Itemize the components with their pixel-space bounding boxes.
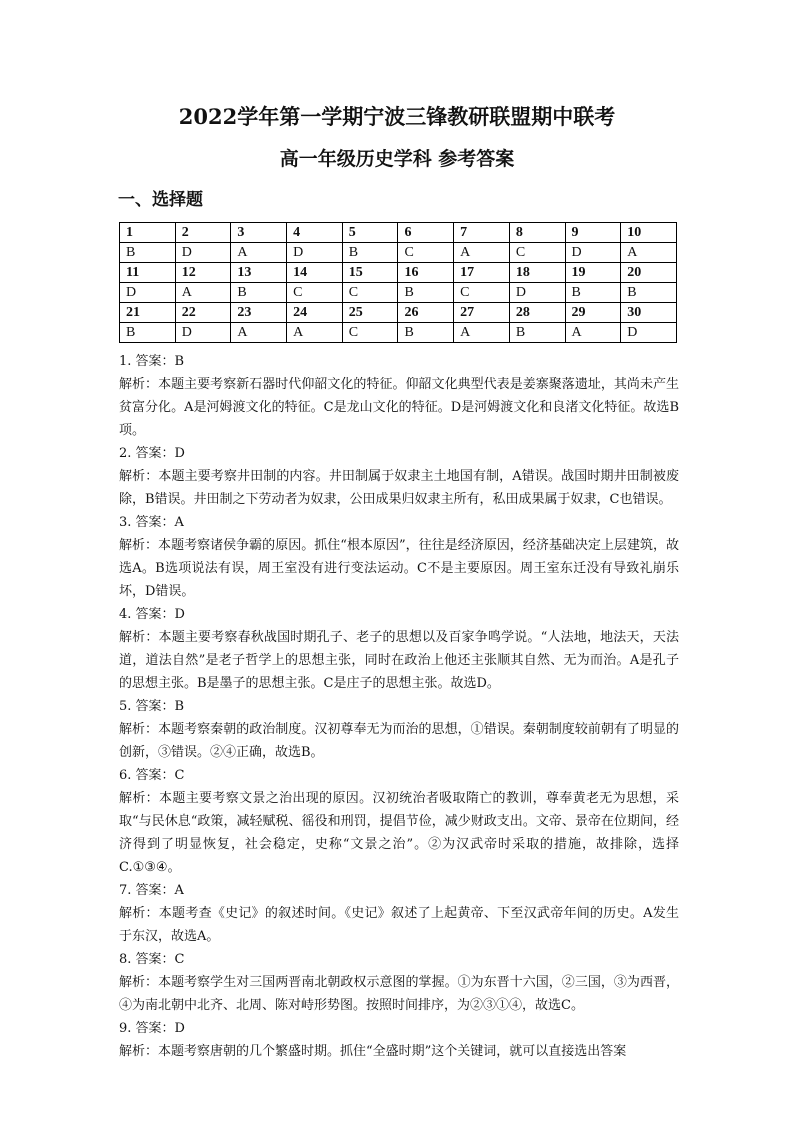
explanations [119, 350, 679, 1063]
answer-cell: C [509, 243, 565, 263]
question-number-cell: 3 [231, 223, 287, 243]
explanation-text: 解析：本题考察唐朝的几个繁盛时期。抓住“全盛时期”这个关键词，就可以直接选出答案 [119, 1044, 627, 1059]
question-number-cell: 21 [120, 303, 176, 323]
answer-cell: D [565, 243, 621, 263]
question-number-cell: 15 [342, 263, 398, 283]
answer-cell: B [120, 243, 176, 263]
question-number-cell: 29 [565, 303, 621, 323]
question-number-cell: 28 [509, 303, 565, 323]
answer-cell: D [175, 243, 231, 263]
answer-cell: B [231, 283, 287, 303]
document-title: 2022学年第一学期宁波三锋教研联盟期中联考 [178, 104, 616, 129]
explanation-text: 解析：本题主要考察文景之治出现的原因。汉初统治者吸取隋亡的教训，尊奉黄老无为思想，采取“与民休息“政策，减轻赋税、徭役和刑罚，提倡节俭，减少财政支出。文帝、景帝在位期间，经济得到了明显恢复，社会稳定，史称“文景之治”。②为汉武帝时采取的措施，故排除，选择 C.①③④。 [119, 791, 679, 875]
answer-cell: C [287, 283, 343, 303]
question-number-cell: 8 [509, 223, 565, 243]
answer-cell: A [621, 243, 677, 263]
explanation-text: 解析：本题主要考察春秋战国时期孔子、老子的思想以及百家争鸣学说。“人法地，地法天，天法道，道法自然”是老子哲学上的思想主张，同时在政治上他还主张顺其自然、无为而治。A是孔子的思想主张。B是墨子的思想主张。C是庄子的思想主张。故选D。 [119, 630, 679, 691]
question-number-cell: 26 [398, 303, 454, 323]
answer-line: 5. 答案：B [119, 699, 185, 714]
question-number-cell: 24 [287, 303, 343, 323]
document-subtitle: 高一年级历史学科 参考答案 [279, 148, 515, 170]
question-number-cell: 4 [287, 223, 343, 243]
question-number-cell: 16 [398, 263, 454, 283]
question-number-cell: 20 [621, 263, 677, 283]
question-number-cell: 9 [565, 223, 621, 243]
section-heading: 一、选择题 [118, 190, 203, 210]
answer-cell: A [287, 323, 343, 343]
answer-cell: A [454, 243, 510, 263]
answer-cell: B [565, 283, 621, 303]
answer-cell: A [565, 323, 621, 343]
question-number-cell: 10 [621, 223, 677, 243]
question-number-cell: 17 [454, 263, 510, 283]
answer-cell: D [287, 243, 343, 263]
answer-line: 9. 答案：D [119, 1021, 185, 1036]
answer-line: 2. 答案：D [119, 446, 185, 461]
explanation-text: 解析：本题考察学生对三国两晋南北朝政权示意图的掌握。①为东晋十六国，②三国，③为西晋，④为南北朝中北齐、北周、陈对峙形势图。按照时间排序，为②③①④，故选C。 [119, 975, 679, 1013]
question-number-cell: 12 [175, 263, 231, 283]
question-number-cell: 13 [231, 263, 287, 283]
answer-line: 1. 答案：B [119, 354, 185, 369]
question-number-cell: 2 [175, 223, 231, 243]
question-number-cell: 23 [231, 303, 287, 323]
answer-line: 7. 答案：A [119, 883, 184, 898]
question-number-row [120, 303, 677, 323]
explanation-text: 解析：本题主要考察新石器时代仰韶文化的特征。仰韶文化典型代表是姜寨聚落遗址，其尚未产生贫富分化。A是河姆渡文化的特征。C是龙山文化的特征。D是河姆渡文化和良渚文化特征。故选B项。 [119, 377, 679, 438]
answer-row [120, 323, 677, 343]
question-number-cell: 19 [565, 263, 621, 283]
question-number-cell: 5 [342, 223, 398, 243]
answer-cell: A [454, 323, 510, 343]
answer-cell: D [621, 323, 677, 343]
answer-cell: C [398, 243, 454, 263]
question-number-cell: 14 [287, 263, 343, 283]
question-number-cell: 27 [454, 303, 510, 323]
question-number-row [120, 263, 677, 283]
explanation-text: 解析：本题考查《史记》的叙述时间。《史记》叙述了上起黄帝、下至汉武帝年间的历史。A发生于东汉，故选A。 [119, 906, 679, 944]
explanation-text: 解析：本题主要考察井田制的内容。井田制属于奴隶主土地国有制，A错误。战国时期井田制被废除，B错误。井田制之下劳动者为奴隶，公田成果归奴隶主所有，私田成果属于奴隶，C也错误。 [119, 469, 679, 507]
question-number-cell: 22 [175, 303, 231, 323]
answer-cell: A [231, 243, 287, 263]
question-number-cell: 1 [120, 223, 176, 243]
question-number-cell: 18 [509, 263, 565, 283]
explanation-text: 解析：本题考察诸侯争霸的原因。抓住“根本原因”，往往是经济原因，经济基础决定上层建筑，故选A。B选项说法有误，周王室没有进行变法运动。C不是主要原因。周王室东迁没有导致礼崩乐坏，D错误。 [119, 538, 679, 599]
question-number-cell: 11 [120, 263, 176, 283]
answer-cell: C [342, 323, 398, 343]
answer-cell: A [175, 283, 231, 303]
answer-cell: B [398, 323, 454, 343]
answer-cell: D [509, 283, 565, 303]
answer-row [120, 243, 677, 263]
question-number-cell: 30 [621, 303, 677, 323]
answer-cell: B [509, 323, 565, 343]
answer-line: 6. 答案：C [119, 768, 185, 783]
explanation-text: 解析：本题考察秦朝的政治制度。汉初尊奉无为而治的思想，①错误。秦朝制度较前朝有了明显的创新，③错误。②④正确，故选B。 [119, 722, 679, 760]
answer-cell: A [231, 323, 287, 343]
answer-cell: B [398, 283, 454, 303]
question-number-row [120, 223, 677, 243]
answer-cell: D [120, 283, 176, 303]
answer-cell: C [454, 283, 510, 303]
answer-line: 8. 答案：C [119, 952, 185, 967]
answer-cell: C [342, 283, 398, 303]
question-number-cell: 25 [342, 303, 398, 323]
answer-cell: B [342, 243, 398, 263]
answer-cell: D [175, 323, 231, 343]
answer-row [120, 283, 677, 303]
question-number-cell: 6 [398, 223, 454, 243]
answer-line: 3. 答案：A [119, 515, 184, 530]
answer-line: 4. 答案：D [119, 607, 185, 622]
answer-table [119, 222, 677, 343]
answer-cell: B [621, 283, 677, 303]
question-number-cell: 7 [454, 223, 510, 243]
answer-cell: B [120, 323, 176, 343]
